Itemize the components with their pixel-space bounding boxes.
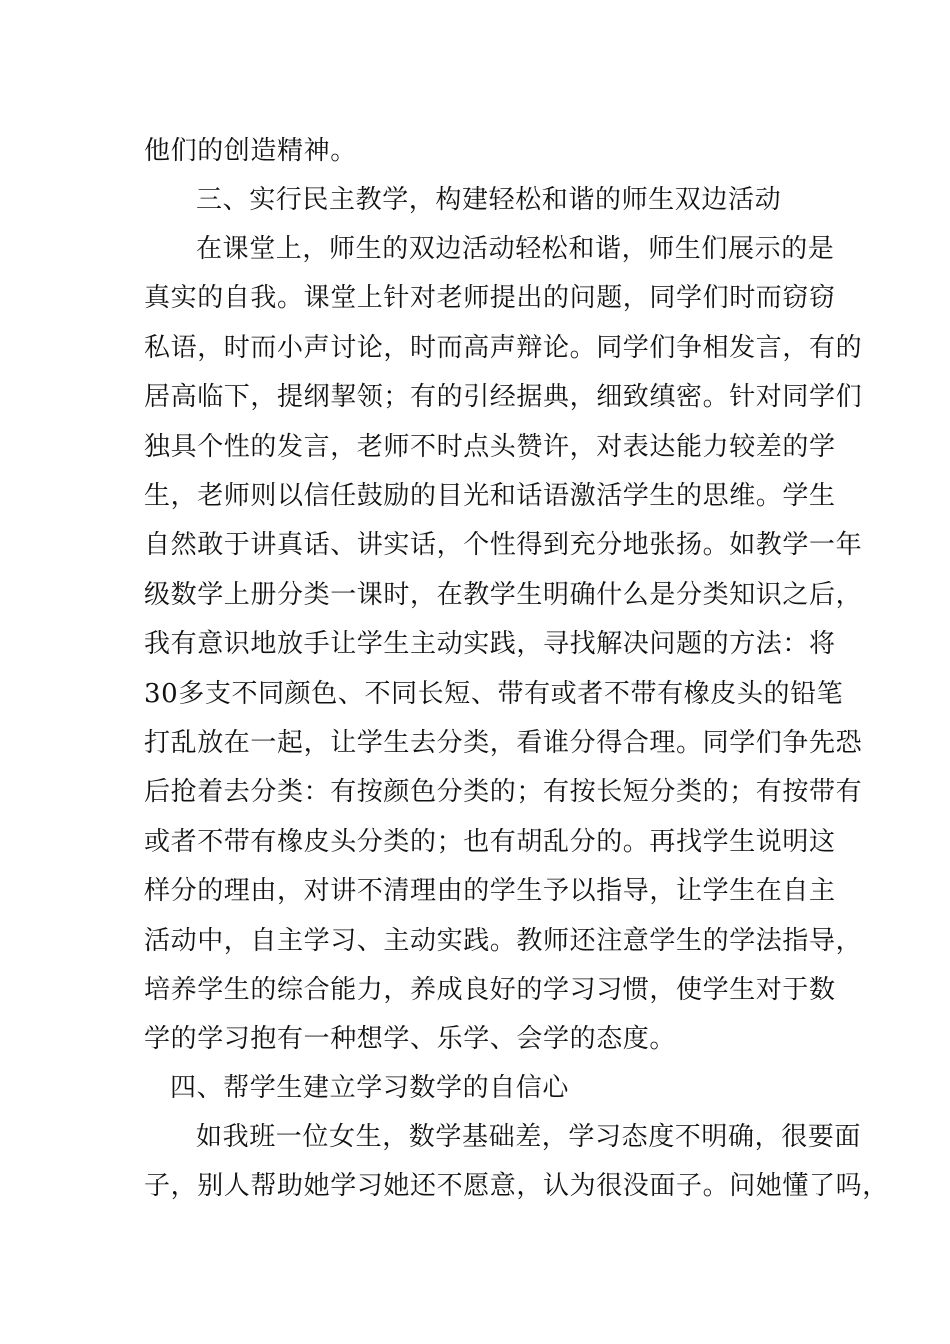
paragraph-line: 培养学生的综合能力，养成良好的学习习惯，使学生对于数	[144, 975, 836, 1005]
paragraph-line: 打乱放在一起，让学生去分类，看谁分得合理。同学们争先恐	[144, 728, 863, 758]
paragraph-line: 学的学习抱有一种想学、乐学、会学的态度。	[144, 1024, 677, 1054]
paragraph-line: 居高临下，提纲挈领；有的引经据典，细致缜密。针对同学们	[144, 382, 863, 412]
paragraph-line: 如我班一位女生，数学基础差，学习态度不明确，很要面	[196, 1122, 862, 1152]
paragraph-line: 私语，时而小声讨论，时而高声辩论。同学们争相发言，有的	[144, 333, 863, 363]
paragraph-line: 生，老师则以信任鼓励的目光和话语激活学生的思维。学生	[144, 481, 836, 511]
paragraph-line: 30多支不同颜色、不同长短、带有或者不带有橡皮头的铅笔	[144, 679, 844, 709]
paragraph-line: 后抢着去分类：有按颜色分类的；有按长短分类的；有按带有	[144, 777, 863, 807]
paragraph-line: 活动中，自主学习、主动实践。教师还注意学生的学法指导，	[144, 926, 863, 956]
paragraph-line: 自然敢于讲真话、讲实话，个性得到充分地张扬。如教学一年	[144, 530, 863, 560]
section-heading-3: 三、实行民主教学，构建轻松和谐的师生双边活动	[196, 185, 782, 215]
paragraph-line: 我有意识地放手让学生主动实践，寻找解决问题的方法：将	[144, 629, 836, 659]
paragraph-line: 独具个性的发言，老师不时点头赞许，对表达能力较差的学	[144, 432, 836, 462]
paragraph-line: 子，别人帮助她学习她还不愿意，认为很没面子。问她懂了吗，	[144, 1171, 889, 1201]
paragraph-line: 级数学上册分类一课时，在教学生明确什么是分类知识之后，	[144, 580, 863, 610]
paragraph-line: 他们的创造精神。	[144, 136, 357, 166]
paragraph-line: 或者不带有橡皮头分类的；也有胡乱分的。再找学生说明这	[144, 827, 836, 857]
paragraph-line: 样分的理由，对讲不清理由的学生予以指导，让学生在自主	[144, 876, 836, 906]
paragraph-line: 在课堂上，师生的双边活动轻松和谐，师生们展示的是	[196, 234, 835, 264]
paragraph-line: 真实的自我。课堂上针对老师提出的问题，同学们时而窃窃	[144, 283, 836, 313]
section-heading-4: 四、帮学生建立学习数学的自信心	[170, 1073, 570, 1103]
